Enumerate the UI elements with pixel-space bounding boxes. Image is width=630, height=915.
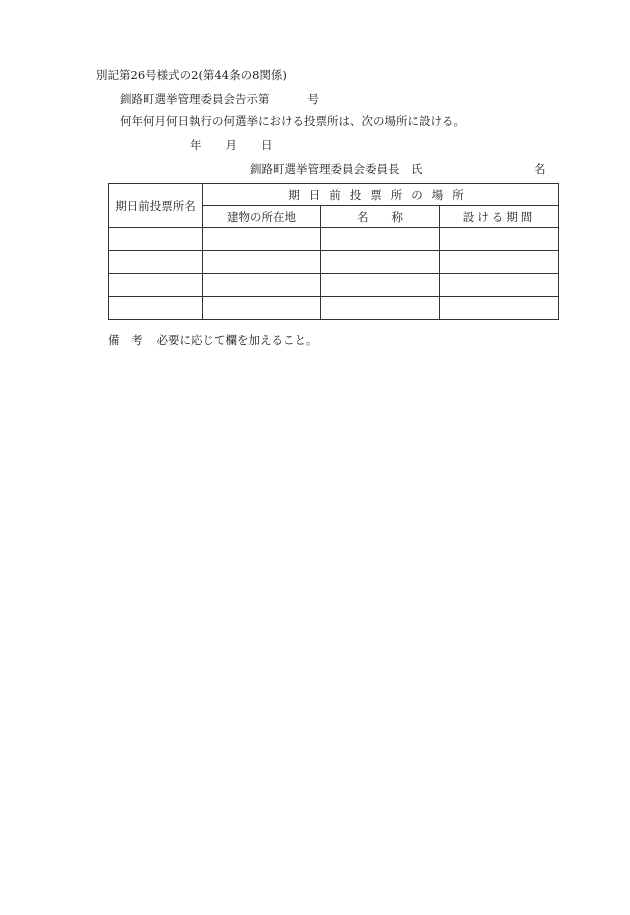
notice-suffix: 号 [307,92,319,106]
table-cell [321,297,440,320]
table-row [109,297,559,320]
signer-name-char: 名 [534,162,546,176]
notice-prefix: 釧路町選挙管理委員会告示第 [120,92,270,106]
date-year: 年 [190,138,202,152]
table-row [109,228,559,251]
header-period: 設ける期間 [440,206,559,228]
table-cell [440,274,559,297]
table-row [109,274,559,297]
header-polling-place-name: 期日前投票所名 [109,184,203,228]
table-cell [203,274,321,297]
table-cell [203,228,321,251]
form-title: 別記第26号様式の2(第44条の8関係) [96,68,287,82]
table-cell [440,251,559,274]
table-cell [109,251,203,274]
remark-label: 備 考 [108,333,143,347]
table-cell [440,297,559,320]
signer-title: 釧路町選挙管理委員会委員長 氏 [250,162,423,176]
table-cell [109,228,203,251]
header-polling-place-location: 期日前投票所の場所 [203,184,559,206]
date-day: 日 [261,138,273,152]
table-cell [321,228,440,251]
header-building-address: 建物の所在地 [203,206,321,228]
body-text: 何年何月何日執行の何選挙における投票所は、次の場所に設ける。 [120,114,465,128]
polling-place-table [108,183,559,320]
table-cell [440,228,559,251]
table-cell [109,274,203,297]
header-building-name: 名 称 [321,206,440,228]
table-cell [203,297,321,320]
remark-line [108,333,318,347]
remark-text: 必要に応じて欄を加えること。 [156,333,318,347]
table-cell [109,297,203,320]
table-cell [321,274,440,297]
table-cell [203,251,321,274]
date-line [190,138,273,152]
notice-number-line [120,92,319,106]
date-month: 月 [225,138,237,152]
table-cell [321,251,440,274]
table-row [109,251,559,274]
